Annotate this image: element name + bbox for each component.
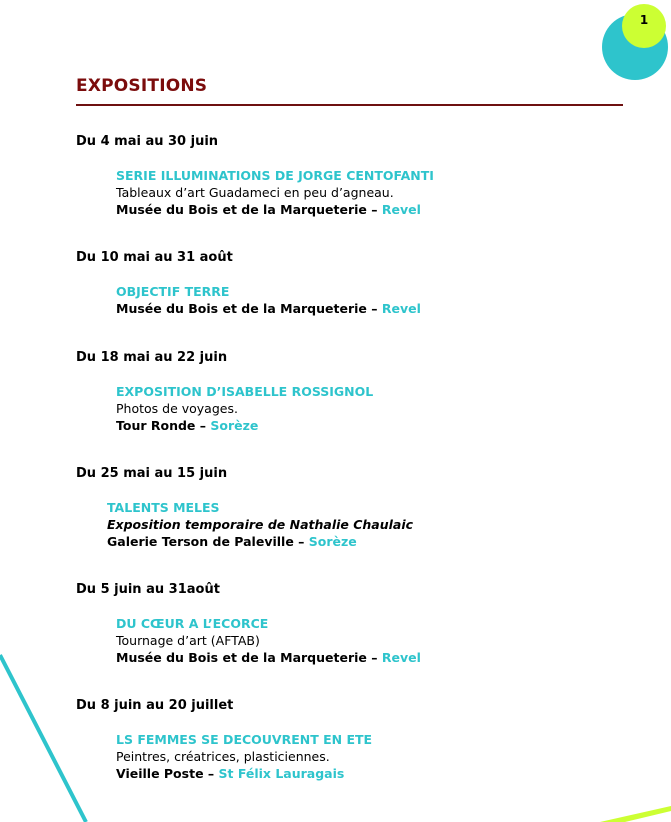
event-city: St Félix Lauragais xyxy=(218,766,345,781)
event-block xyxy=(116,167,434,218)
event-city: Sorèze xyxy=(210,418,259,433)
event-location: Musée du Bois et de la Marqueterie – Revel xyxy=(116,301,421,316)
event-description: Photos de voyages. xyxy=(116,401,238,416)
event-location: Tour Ronde – Sorèze xyxy=(116,418,259,433)
event-block xyxy=(116,283,421,317)
event-city: Sorèze xyxy=(308,534,357,549)
lime-corner-stroke xyxy=(600,806,671,822)
event-date: Du 10 mai au 31 août xyxy=(76,250,233,265)
event-date: Du 18 mai au 22 juin xyxy=(76,350,228,365)
event-venue: Musée du Bois et de la Marqueterie xyxy=(116,650,367,665)
event-block xyxy=(116,615,421,666)
event-venue: Vieille Poste xyxy=(116,766,204,781)
event-title: EXPOSITION D’ISABELLE ROSSIGNOL xyxy=(116,384,374,399)
event-location: Musée du Bois et de la Marqueterie – Revel xyxy=(116,650,421,665)
event-description: Tournage d’art (AFTAB) xyxy=(116,633,260,648)
page-title: EXPOSITIONS xyxy=(76,76,208,96)
event-date: Du 5 juin au 31août xyxy=(76,582,220,597)
teal-diagonal-line xyxy=(0,655,86,822)
event-block xyxy=(116,731,372,782)
event-block xyxy=(116,383,373,434)
event-description: Tableaux d’art Guadameci en peu d’agneau. xyxy=(116,185,394,200)
event-venue: Musée du Bois et de la Marqueterie xyxy=(116,301,367,316)
event-block xyxy=(107,499,413,550)
event-venue: Musée du Bois et de la Marqueterie xyxy=(116,202,367,217)
event-location: Musée du Bois et de la Marqueterie – Revel xyxy=(116,202,421,217)
event-title: OBJECTIF TERRE xyxy=(116,284,230,299)
event-title: SERIE ILLUMINATIONS DE JORGE CENTOFANTI xyxy=(116,168,434,183)
event-description: Peintres, créatrices, plasticiennes. xyxy=(116,749,330,764)
event-city: Revel xyxy=(381,301,421,316)
event-venue: Galerie Terson de Paleville xyxy=(107,534,294,549)
event-date: Du 25 mai au 15 juin xyxy=(76,466,228,481)
event-venue: Tour Ronde xyxy=(116,418,196,433)
event-title: LS FEMMES SE DECOUVRENT EN ETE xyxy=(116,732,373,747)
event-city: Revel xyxy=(381,650,421,665)
event-date: Du 8 juin au 20 juillet xyxy=(76,698,234,713)
event-city: Revel xyxy=(381,202,421,217)
event-date: Du 4 mai au 30 juin xyxy=(76,134,219,149)
event-description: Exposition temporaire de Nathalie Chaulaic xyxy=(107,517,414,532)
title-divider xyxy=(76,104,623,106)
event-location: Vieille Poste – St Félix Lauragais xyxy=(116,766,345,781)
event-title: TALENTS MELES xyxy=(107,500,220,515)
event-title: DU CŒUR A L’ECORCE xyxy=(116,616,269,631)
page-number: 1 xyxy=(639,13,649,27)
event-location: Galerie Terson de Paleville – Sorèze xyxy=(107,534,357,549)
